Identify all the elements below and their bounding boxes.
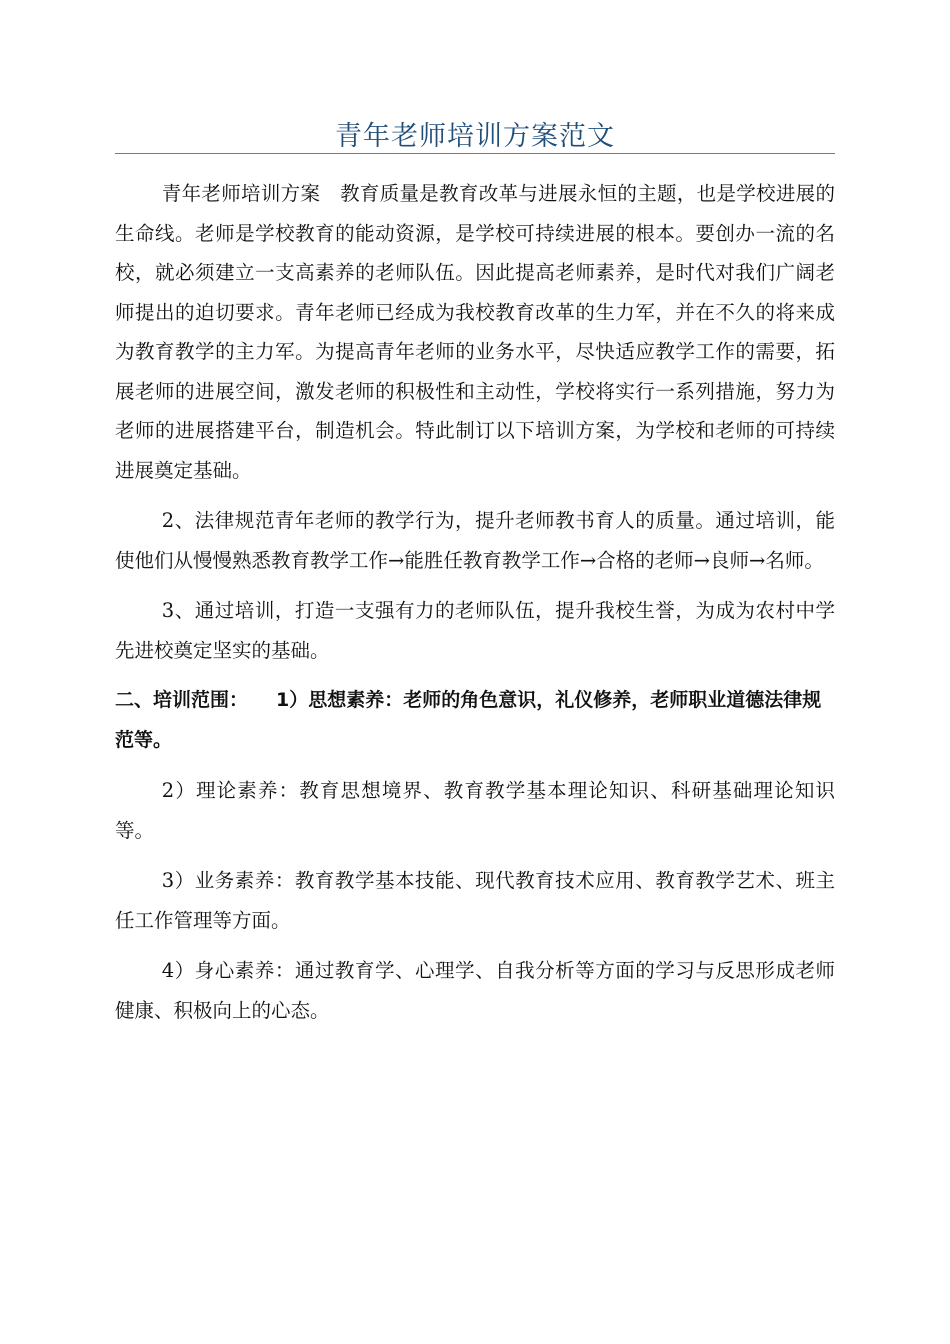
document-body — [115, 174, 835, 1030]
intro-paragraph: 青年老师培训方案 教育质量是教育改革与进展永恒的主题，也是学校进展的生命线。老师是学校教育的能动资源，是学校可持续进展的根本。要创办一流的名校，就必须建立一支高素养的老师队伍。因此提高老师素养，是时代对我们广阔老师提出的迫切要求。青年老师已经成为我校教育改革的生力军，并在不久的将来成为教育教学的主力军。为提高青年老师的业务水平，尽快适应教学工作的需要，拓展老师的进展空间，激发老师的积极性和主动性，学校将实行一系列措施，努力为老师的进展搭建平台，制造机会。特此制订以下培训方案，为学校和老师的可持续进展奠定基础。 — [115, 182, 835, 482]
item-3-paragraph: 3）业务素养：教育教学基本技能、现代教育技术应用、教育教学艺术、班主任工作管理等方面。 — [115, 869, 835, 932]
section-2-label: 二、培训范围： — [115, 689, 249, 711]
section-2-heading — [115, 681, 835, 760]
section-2-item-1: 1）思想素养：老师的角色意识，礼仪修养，老师职业道德法律规范等。 — [115, 689, 822, 751]
item-4-paragraph: 4）身心素养：通过教育学、心理学、自我分析等方面的学习与反思形成老师健康、积极向上的心态。 — [115, 959, 835, 1022]
document-title: 青年老师培训方案范文 — [335, 121, 615, 152]
point-3-paragraph: 3、通过培训，打造一支强有力的老师队伍，提升我校生誉，为成为农村中学先进校奠定坚实的基础。 — [115, 599, 835, 662]
title-underline — [115, 153, 835, 154]
item-2-paragraph: 2）理论素养：教育思想境界、教育教学基本理论知识、科研基础理论知识等。 — [115, 779, 835, 842]
point-2-paragraph: 2、法律规范青年老师的教学行为，提升老师教书育人的质量。通过培训，能使他们从慢慢熟悉教育教学工作→能胜任教育教学工作→合格的老师→良师→名师。 — [115, 509, 835, 572]
